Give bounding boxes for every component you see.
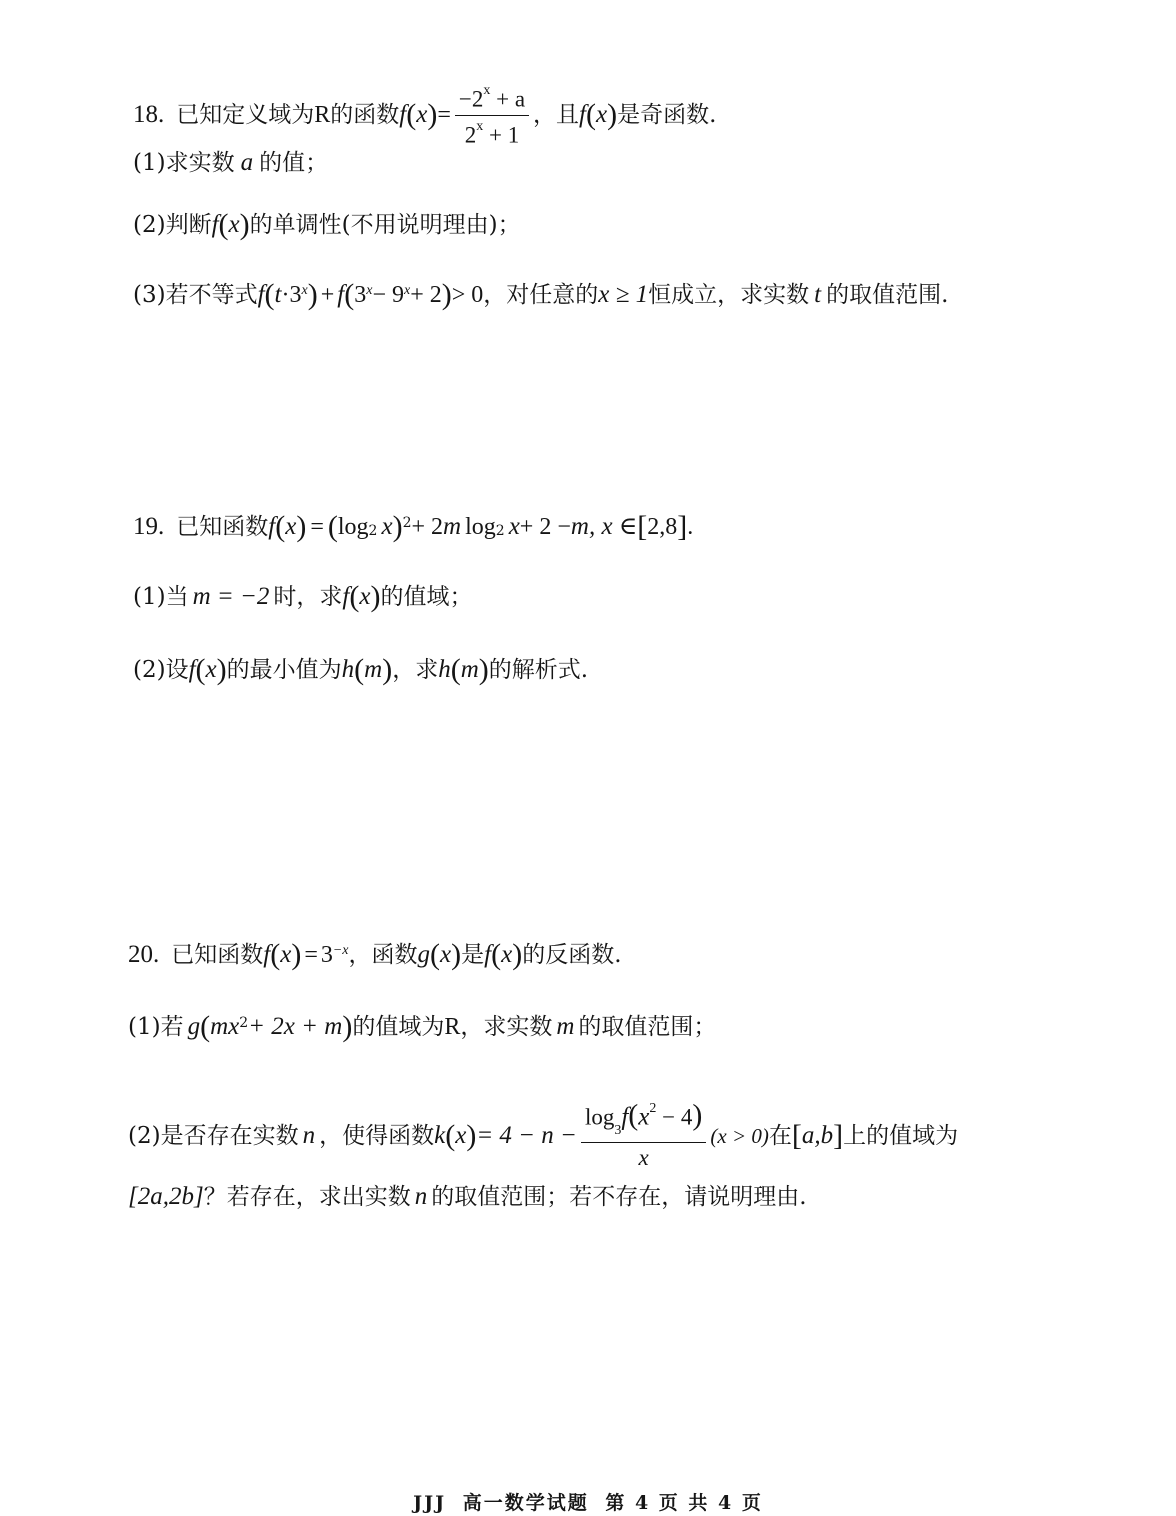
q20-fraction: $\frac{\log_3f(x^2 - 4)}{x}$ xyxy=(581,1100,706,1171)
q18-stem: 18. 已知定义域为 R 的函数 f ( x ) = $\frac{-2^x + a}{2^x + 1}$ ，且 f ( x ) 是奇函数. xyxy=(133,83,717,148)
q19-part1: (1)当 m = −2 时，求 f ( x ) 的值域； xyxy=(133,580,473,613)
q19-number: 19. xyxy=(133,513,165,540)
q19-part2: (2)设 f ( x ) 的最小值为 h ( m ) ，求 h ( m ) 的解析式. xyxy=(133,653,589,686)
q18-part1: (1)求实数 a 的值； xyxy=(133,149,329,176)
q18-number: 18. xyxy=(133,101,165,129)
q18-part3: (3)若不等式 f ( t ·3 x ) + f ( 3 x − 9 x + 2 ) > 0 ，对任意的 x ≥ 1 恒成立，求实数 t 的取值范围. xyxy=(133,278,949,311)
footer-page: 第 4 页 共 4 页 xyxy=(605,1492,763,1514)
footer-subject: 高一数学试题 xyxy=(462,1492,589,1514)
page-footer xyxy=(0,1488,1176,1515)
q18-part2: (2)判断 f ( x ) 的单调性(不用说明理由)； xyxy=(133,208,521,241)
q20-part2-line1: (2)是否存在实数 n ，使得函数 k ( x ) = 4 − n − $\frac{\log_3f(x^2 - 4)}{x}$ (x > 0) 在 [ a,b ] 上的值域为 xyxy=(128,1098,959,1171)
q20-part1: (1)若 g ( mx 2 + 2x + m ) 的值域为 R ，求实数 m 的取值范围； xyxy=(128,1010,717,1043)
q20-part2-line2: [2a,2b] ？若存在，求出实数 n 的取值范围；若不存在，请说明理由. xyxy=(128,1183,807,1210)
footer-mark: JJJ xyxy=(413,1492,447,1514)
q19-stem: 19. 已知函数 f ( x ) = ( log 2 x ) 2 + 2 m log 2 x + 2 − m , x ∈ [ 2,8 ] . xyxy=(133,510,694,543)
q20-number: 20. xyxy=(128,941,160,968)
q18-fraction: $\frac{-2^x + a}{2^x + 1}$ xyxy=(455,82,529,148)
q20-stem: 20. 已知函数 f ( x ) = 3 −x ，函数 g ( x ) 是 f ( x ) 的反函数. xyxy=(128,938,622,971)
